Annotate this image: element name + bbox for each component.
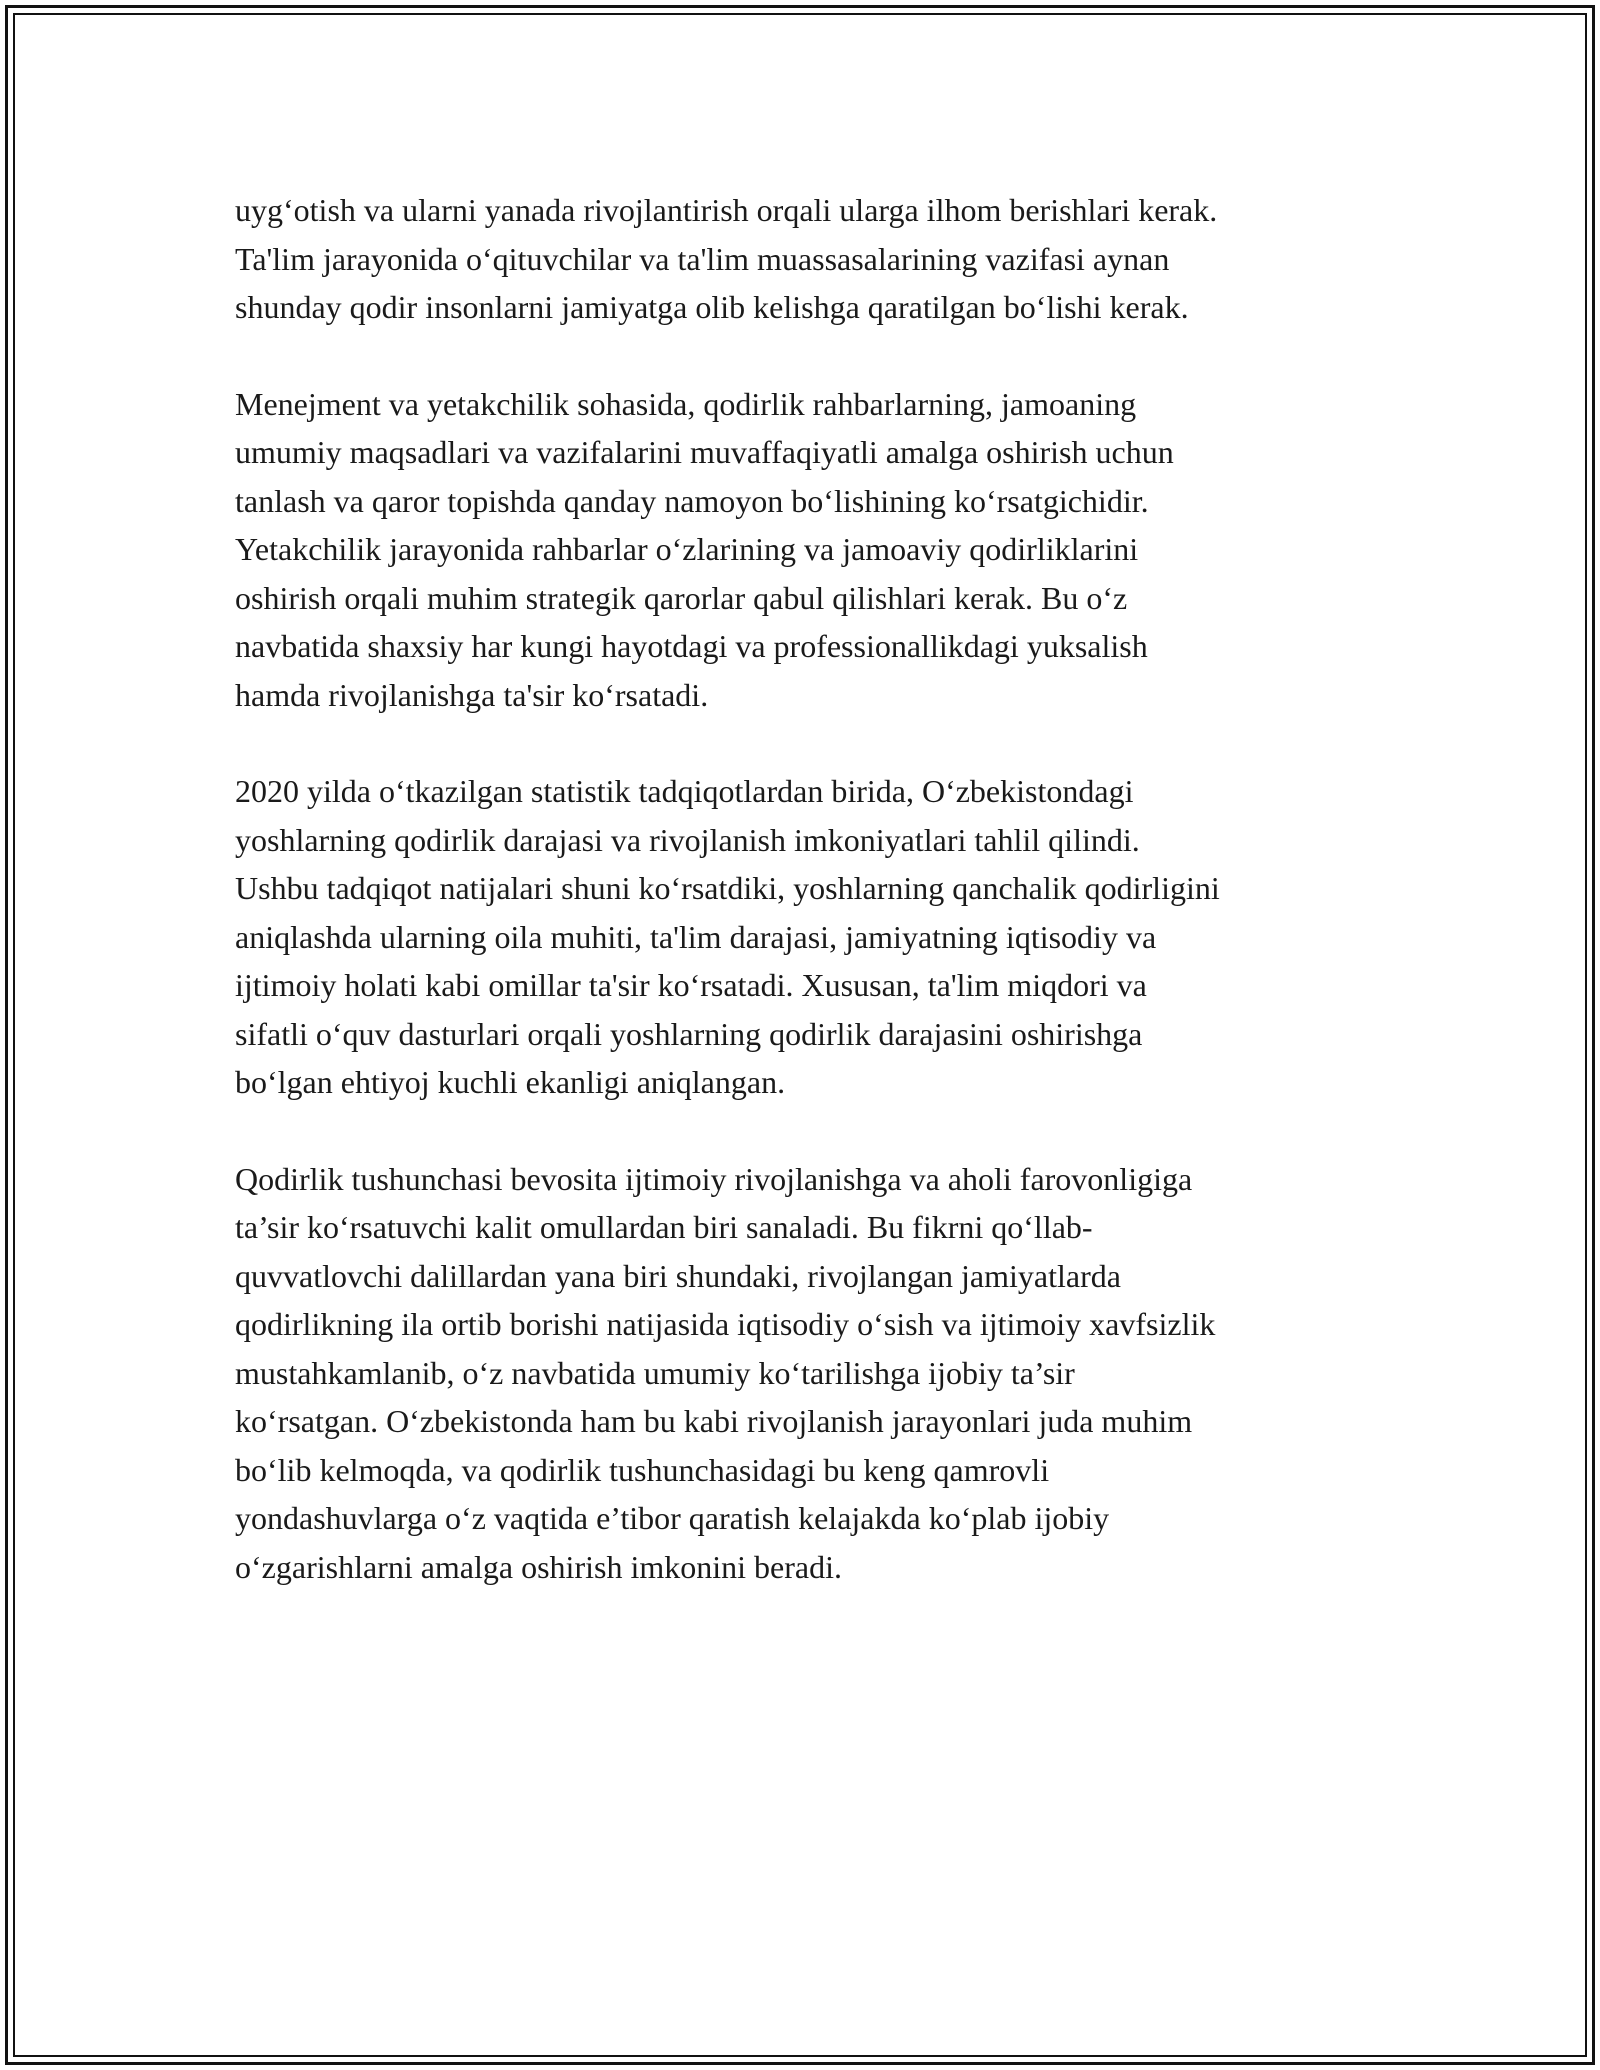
paragraph-4: Qodirlik tushunchasi bevosita ijtimoiy rivojlanishga va aholi farovonligiga ta’sir koʻrsatuvchi kalit omullardan biri sanaladi. Bu fikrni qoʻllab- quvvatlovchi dalillardan yana biri shundaki, rivojlangan jamiyatlarda qodirlikning ila ortib borishi natijasida iqtisodiy oʻsish va ijtimoiy xavfsizlik mustahkamlanib, oʻz navbatida umumiy koʻtarilishga ijobiy ta’sir koʻrsatgan. Oʻzbekistonda ham bu kabi rivojlanish jarayonlari juda muhim boʻlib kelmoqda, va qodirlik tushunchasidagi bu keng qamrovli yondashuvlarga oʻz vaqtida e’tibor qaratish kelajakda koʻplab ijobiy oʻzgarishlarni amalga oshirish imkonini beradi. xyxy=(235,1160,1216,1585)
document-body xyxy=(235,186,1375,1639)
paragraph-2: Menejment va yetakchilik sohasida, qodirlik rahbarlarning, jamoaning umumiy maqsadlari va vazifalarini muvaffaqiyatli amalga oshirish uchun tanlash va qaror topishda qanday namoyon boʻlishining koʻrsatgichidir. Yetakchilik jarayonida rahbarlar oʻzlarining va jamoaviy qodirliklarini oshirish orqali muhim strategik qarorlar qabul qilishlari kerak. Bu oʻz navbatida shaxsiy har kungi hayotdagi va professionallikdagi yuksalish hamda rivojlanishga ta'sir koʻrsatadi. xyxy=(235,385,1174,713)
paragraph-1: uygʻotish va ularni yanada rivojlantirish orqali ularga ilhom berishlari kerak. Ta'lim jarayonida oʻqituvchilar va ta'lim muassasalarining vazifasi aynan shunday qodir insonlarni jamiyatga olib kelishga qaratilgan boʻlishi kerak. xyxy=(235,192,1218,325)
paragraph-3: 2020 yilda oʻtkazilgan statistik tadqiqotlardan birida, Oʻzbekistondagi yoshlarning qodirlik darajasi va rivojlanish imkoniyatlari tahlil qilindi. Ushbu tadqiqot natijalari shuni koʻrsatdiki, yoshlarning qanchalik qodirligini aniqlashda ularning oila muhiti, ta'lim darajasi, jamiyatning iqtisodiy va ijtimoiy holati kabi omillar ta'sir koʻrsatadi. Xususan, ta'lim miqdori va sifatli oʻquv dasturlari orqali yoshlarning qodirlik darajasini oshirishga boʻlgan ehtiyoj kuchli ekanligi aniqlangan. xyxy=(235,773,1220,1100)
